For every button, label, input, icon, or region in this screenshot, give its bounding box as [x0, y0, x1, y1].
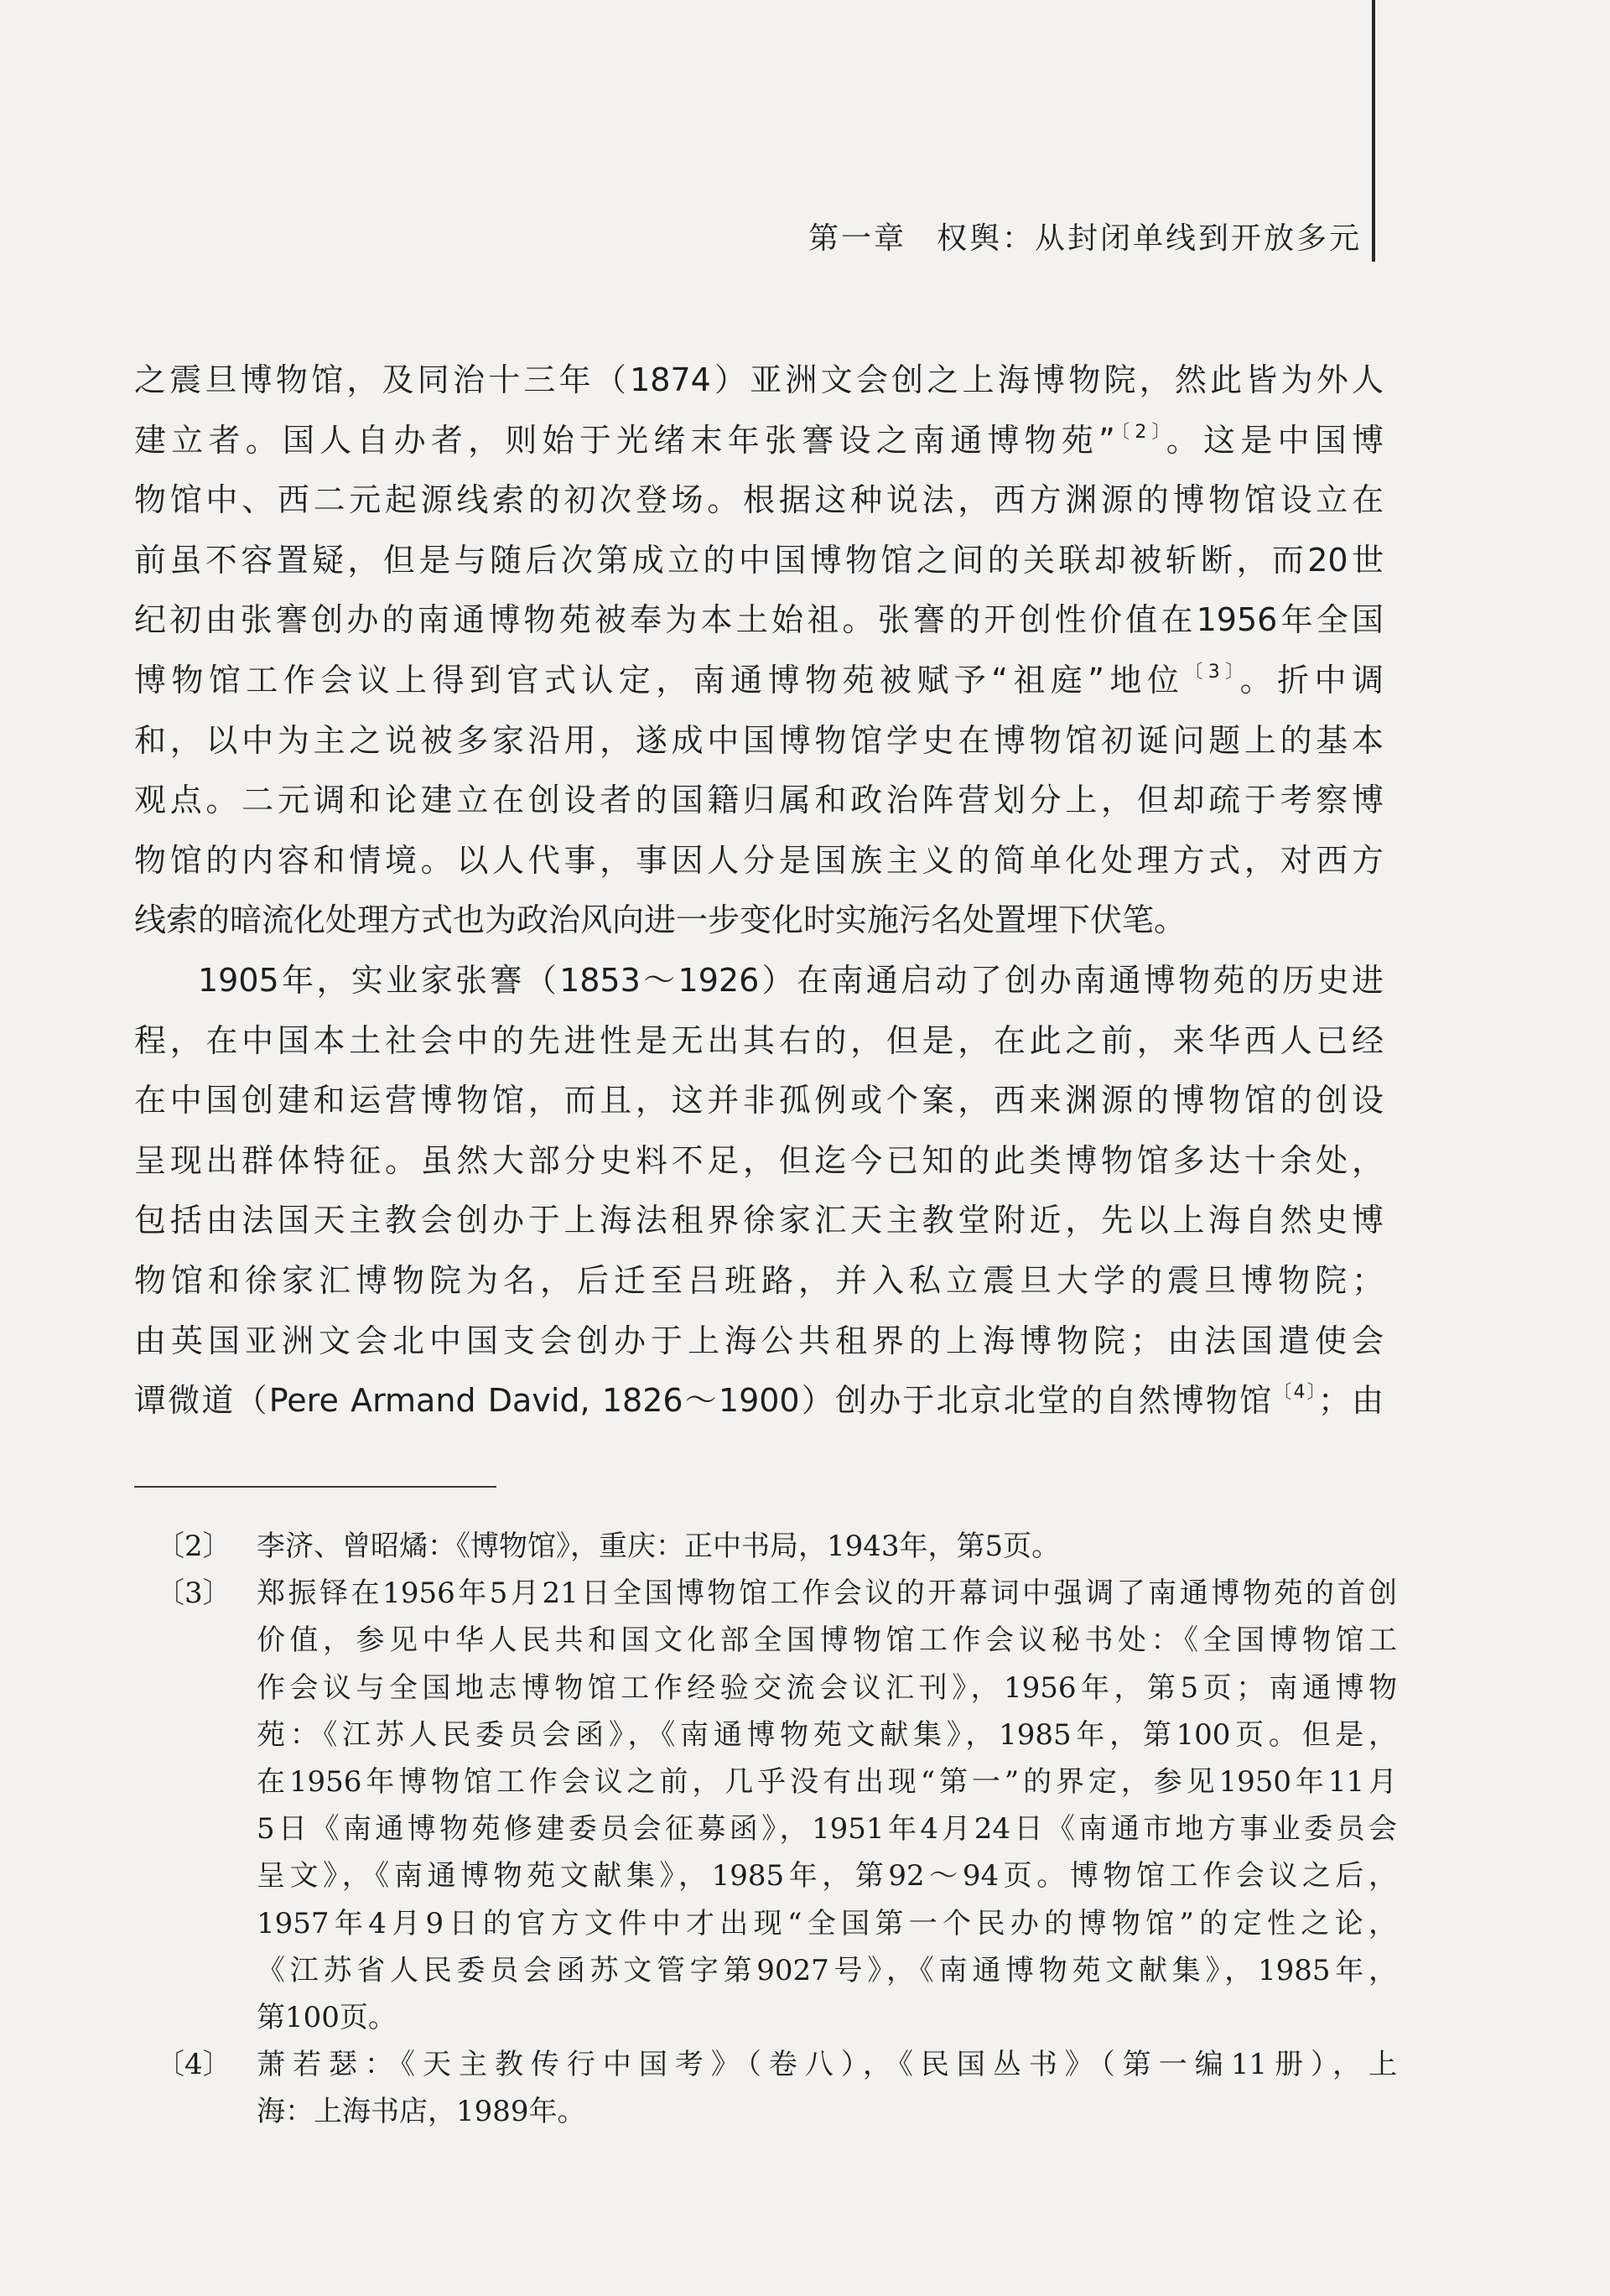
body-line-text: 观点。二元调和论建立在创设者的国籍归属和政治阵营划分上，但却疏于考察博 [134, 782, 1384, 819]
body-line-text: ；由 [1317, 1382, 1384, 1420]
body-line-text: 呈现出群体特征。虽然大部分史料不足，但迄今已知的此类博物馆多达十余处， [134, 1141, 1384, 1179]
body-line [134, 711, 1384, 771]
footnote-line: 海：上海书店，1989年。 [257, 2095, 586, 2129]
running-head [808, 215, 1362, 257]
footnote-line: 在1956年博物馆工作会议之前，几乎没有出现“第一”的界定，参见1950年11月 [257, 1764, 1397, 1799]
body-line [134, 411, 1384, 471]
body-line [134, 470, 1384, 531]
body-line [134, 1131, 1384, 1192]
footnote-ref[interactable]: 〔4〕 [1273, 1382, 1318, 1404]
body-line [134, 590, 1384, 651]
body-line-text: 在中国创建和运营博物馆，而且，这并非孤例或个案，西来渊源的博物馆的创设 [134, 1082, 1384, 1119]
body-line-text: 物馆中、西二元起源线索的初次登场。根据这种说法，西方渊源的博物馆设立在 [134, 481, 1384, 519]
body-line-text: 。这是中国博 [1166, 421, 1384, 459]
body-line [134, 1191, 1384, 1251]
body-line-text: 。折中调 [1239, 661, 1384, 699]
body-line [134, 1011, 1384, 1072]
body-line [134, 891, 1384, 951]
page-edge-rule [1372, 0, 1375, 262]
body-line-text: 1905年，实业家张謇（1853～1926）在南通启动了创办南通博物苑的历史进 [198, 961, 1384, 999]
footnote-line: 第100页。 [257, 2000, 397, 2034]
body-line [134, 951, 1384, 1011]
footnote-rule [134, 1486, 496, 1488]
body-line-text: 建立者。国人自办者，则始于光绪末年张謇设之南通博物苑” [134, 421, 1115, 459]
body-line [134, 1251, 1384, 1312]
footnote-line: 价值，参见中华人民共和国文化部全国博物馆工作会议秘书处：《全国博物馆工 [257, 1623, 1397, 1658]
footnote-line: 呈文》，《南通博物苑文献集》，1985年，第92～94页。博物馆工作会议之后， [257, 1859, 1397, 1893]
footnote-line: 苑：《江苏人民委员会函》，《南通博物苑文献集》，1985年，第100页。但是， [257, 1717, 1397, 1752]
footnote [156, 2041, 1397, 2135]
footnote-mark: 〔3〕 [156, 1577, 231, 1611]
body-line-text: 由英国亚洲文会北中国支会创办于上海公共租界的上海博物院；由法国遣使会 [134, 1322, 1384, 1359]
body-line-text: 博物馆工作会议上得到官式认定，南通博物苑被赋予“祖庭”地位 [134, 661, 1185, 699]
body-line-text: 线索的暗流化处理方式也为政治风向进一步变化时实施污名处置埋下伏笔。 [134, 901, 1187, 939]
running-head-chapter: 第一章 [808, 221, 906, 256]
body-line [134, 651, 1384, 711]
footnote-text [257, 1570, 1397, 2041]
body-line-text: 之震旦博物馆，及同治十三年（1874）亚洲文会创之上海博物院，然此皆为外人 [134, 361, 1384, 398]
footnote-line: 《江苏省人民委员会函苏文管字第9027号》，《南通博物苑文献集》，1985年， [257, 1953, 1397, 1987]
footnote-text [257, 2041, 1397, 2135]
body-line-text: 物馆和徐家汇博物院为名，后迁至吕班路，并入私立震旦大学的震旦博物院； [134, 1261, 1384, 1299]
body-line [134, 1071, 1384, 1131]
footnote [156, 1570, 1397, 2041]
body-line-text: 纪初由张謇创办的南通博物苑被奉为本土始祖。张謇的开创性价值在1956年全国 [134, 601, 1384, 639]
running-head-title: 权舆：从封闭单线到开放多元 [936, 221, 1362, 256]
footnote-line: 1957年4月9日的官方文件中才出现“全国第一个民办的博物馆”的定性之论， [257, 1906, 1397, 1940]
footnote-ref[interactable]: 〔2〕 [1114, 421, 1166, 443]
body-line [134, 771, 1384, 831]
footnote [156, 1523, 1397, 1570]
body-line-text: 物馆的内容和情境。以人代事，事因人分是国族主义的简单化处理方式，对西方 [134, 841, 1384, 879]
body-line [134, 831, 1384, 891]
body-line-text: 程，在中国本土社会中的先进性是无出其右的，但是，在此之前，来华西人已经 [134, 1021, 1384, 1059]
body-line-text: 谭微道（Pere Armand David, 1826～1900）创办于北京北堂的自然博物馆 [134, 1382, 1274, 1420]
body-line-text: 包括由法国天主教会创办于上海法租界徐家汇天主教堂附近，先以上海自然史博 [134, 1202, 1384, 1239]
body-line [134, 351, 1384, 411]
footnote-ref[interactable]: 〔3〕 [1184, 661, 1240, 683]
footnote-line: 李济、曾昭燏：《博物馆》，重庆：正中书局，1943年，第5页。 [257, 1530, 1061, 1563]
footnote-mark: 〔2〕 [156, 1530, 231, 1563]
body-line [134, 1312, 1384, 1372]
footnote-line: 5日《南通博物苑修建委员会征募函》，1951年4月24日《南通市地方事业委员会 [257, 1812, 1397, 1847]
footnotes [156, 1523, 1397, 2135]
body-text [134, 351, 1384, 1431]
footnote-line: 郑振铎在1956年5月21日全国博物馆工作会议的开幕词中强调了南通博物苑的首创 [257, 1577, 1397, 1611]
body-line [134, 1371, 1384, 1431]
body-line-text: 和，以中为主之说被多家沿用，遂成中国博物馆学史在博物馆初诞问题上的基本 [134, 721, 1384, 759]
footnote-mark: 〔4〕 [156, 2048, 231, 2082]
footnote-line: 萧若瑟：《天主教传行中国考》（卷八），《民国丛书》（第一编11册），上 [257, 2048, 1397, 2082]
body-line-text: 前虽不容置疑，但是与随后次第成立的中国博物馆之间的关联却被斩断，而20世 [134, 541, 1384, 579]
footnote-text [257, 1523, 1397, 1570]
footnote-line: 作会议与全国地志博物馆工作经验交流会议汇刊》，1956年，第5页；南通博物 [257, 1670, 1397, 1705]
body-line [134, 531, 1384, 591]
